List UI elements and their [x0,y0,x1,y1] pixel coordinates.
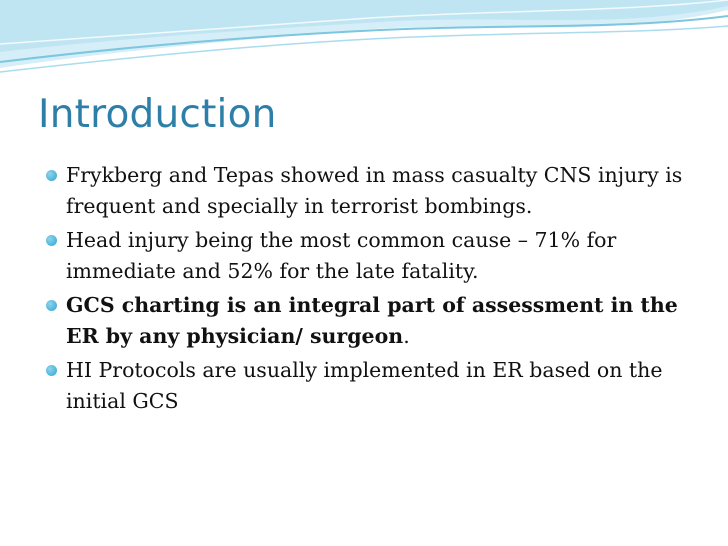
bullet-list [46,160,686,420]
slide-title: Introduction [38,92,277,137]
bullet-item [46,290,686,351]
bullet-text: HI Protocols are usually implemented in ER based on the initial GCS [66,358,663,413]
bullet-icon [46,365,57,376]
bullet-bold-text: GCS charting is an integral part of assessment in the ER by any physician/ surgeon [66,293,678,348]
bullet-tail: . [403,323,410,348]
bullet-icon [46,170,57,181]
bullet-item [46,160,686,221]
bullet-item [46,355,686,416]
bullet-text: Head injury being the most common cause – 71% for immediate and 52% for the late fatality. [66,228,617,283]
bullet-icon [46,235,57,246]
decorative-wave-header [0,0,728,90]
bullet-icon [46,300,57,311]
bullet-text: Frykberg and Tepas showed in mass casualty CNS injury is frequent and specially in terrorist bombings. [66,163,683,218]
bullet-item [46,225,686,286]
